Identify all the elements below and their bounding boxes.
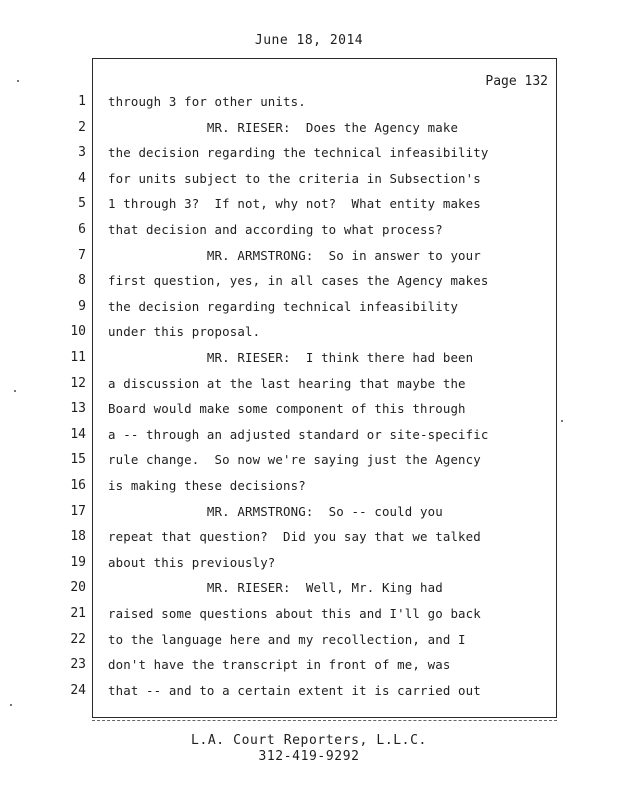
line-number: 8 <box>78 273 86 288</box>
line-number: 11 <box>70 350 86 365</box>
line-number: 23 <box>70 657 86 672</box>
line-number: 20 <box>70 580 86 595</box>
transcript-line: a discussion at the last hearing that maybe the <box>108 376 466 391</box>
line-number: 12 <box>70 376 86 391</box>
court-reporter-phone: 312-419-9292 <box>258 749 360 764</box>
line-number: 19 <box>70 555 86 570</box>
transcript-line: MR. ARMSTRONG: So in answer to your <box>108 248 481 263</box>
line-number: 22 <box>70 632 86 647</box>
line-number: 2 <box>78 120 86 135</box>
transcript-line: don't have the transcript in front of me, was <box>108 657 451 672</box>
transcript-line: about this previously? <box>108 555 276 570</box>
transcript-line: rule change. So now we're saying just the Agency <box>108 452 481 467</box>
transcript-date: June 18, 2014 <box>254 33 364 48</box>
line-number: 7 <box>78 248 86 263</box>
transcript-line: MR. RIESER: Does the Agency make <box>108 120 459 135</box>
transcript-line: MR. ARMSTRONG: So -- could you <box>108 504 443 519</box>
transcript-line: through 3 for other units. <box>108 94 306 109</box>
line-number: 13 <box>70 401 86 416</box>
scan-speck <box>561 420 563 422</box>
line-number: 10 <box>70 324 86 339</box>
transcript-line: raised some questions about this and I'll go back <box>108 606 481 621</box>
transcript-line: the decision regarding the technical infeasibility <box>108 145 489 160</box>
line-number: 14 <box>70 427 86 442</box>
scan-speck <box>17 80 19 82</box>
line-number: 9 <box>78 299 86 314</box>
transcript-line: repeat that question? Did you say that we talked <box>108 529 481 544</box>
line-number: 17 <box>70 504 86 519</box>
line-number: 1 <box>78 94 86 109</box>
scan-speck <box>10 704 12 706</box>
line-number: 18 <box>70 529 86 544</box>
transcript-line: first question, yes, in all cases the Agency makes <box>108 273 489 288</box>
transcript-line: that decision and according to what process? <box>108 222 443 237</box>
line-number: 21 <box>70 606 86 621</box>
line-number: 24 <box>70 683 86 698</box>
line-number: 5 <box>78 196 86 211</box>
transcript-line: is making these decisions? <box>108 478 306 493</box>
transcript-line: a -- through an adjusted standard or site-specific <box>108 427 489 442</box>
line-number: 16 <box>70 478 86 493</box>
transcript-line: MR. RIESER: I think there had been <box>108 350 474 365</box>
line-number: 6 <box>78 222 86 237</box>
line-number: 4 <box>78 171 86 186</box>
line-number: 3 <box>78 145 86 160</box>
transcript-line: Board would make some component of this through <box>108 401 466 416</box>
frame-bottom-rule <box>92 720 557 721</box>
line-number: 15 <box>70 452 86 467</box>
transcript-line: MR. RIESER: Well, Mr. King had <box>108 580 443 595</box>
transcript-line: under this proposal. <box>108 324 261 339</box>
page-number: Page 132 <box>485 74 548 89</box>
court-reporter-name: L.A. Court Reporters, L.L.C. <box>191 733 427 748</box>
transcript-line: 1 through 3? If not, why not? What entity makes <box>108 196 481 211</box>
transcript-line: for units subject to the criteria in Subsection's <box>108 171 481 186</box>
transcript-line: the decision regarding technical infeasibility <box>108 299 459 314</box>
scan-speck <box>14 390 16 392</box>
transcript-line: to the language here and my recollection, and I <box>108 632 466 647</box>
transcript-line: that -- and to a certain extent it is carried out <box>108 683 481 698</box>
